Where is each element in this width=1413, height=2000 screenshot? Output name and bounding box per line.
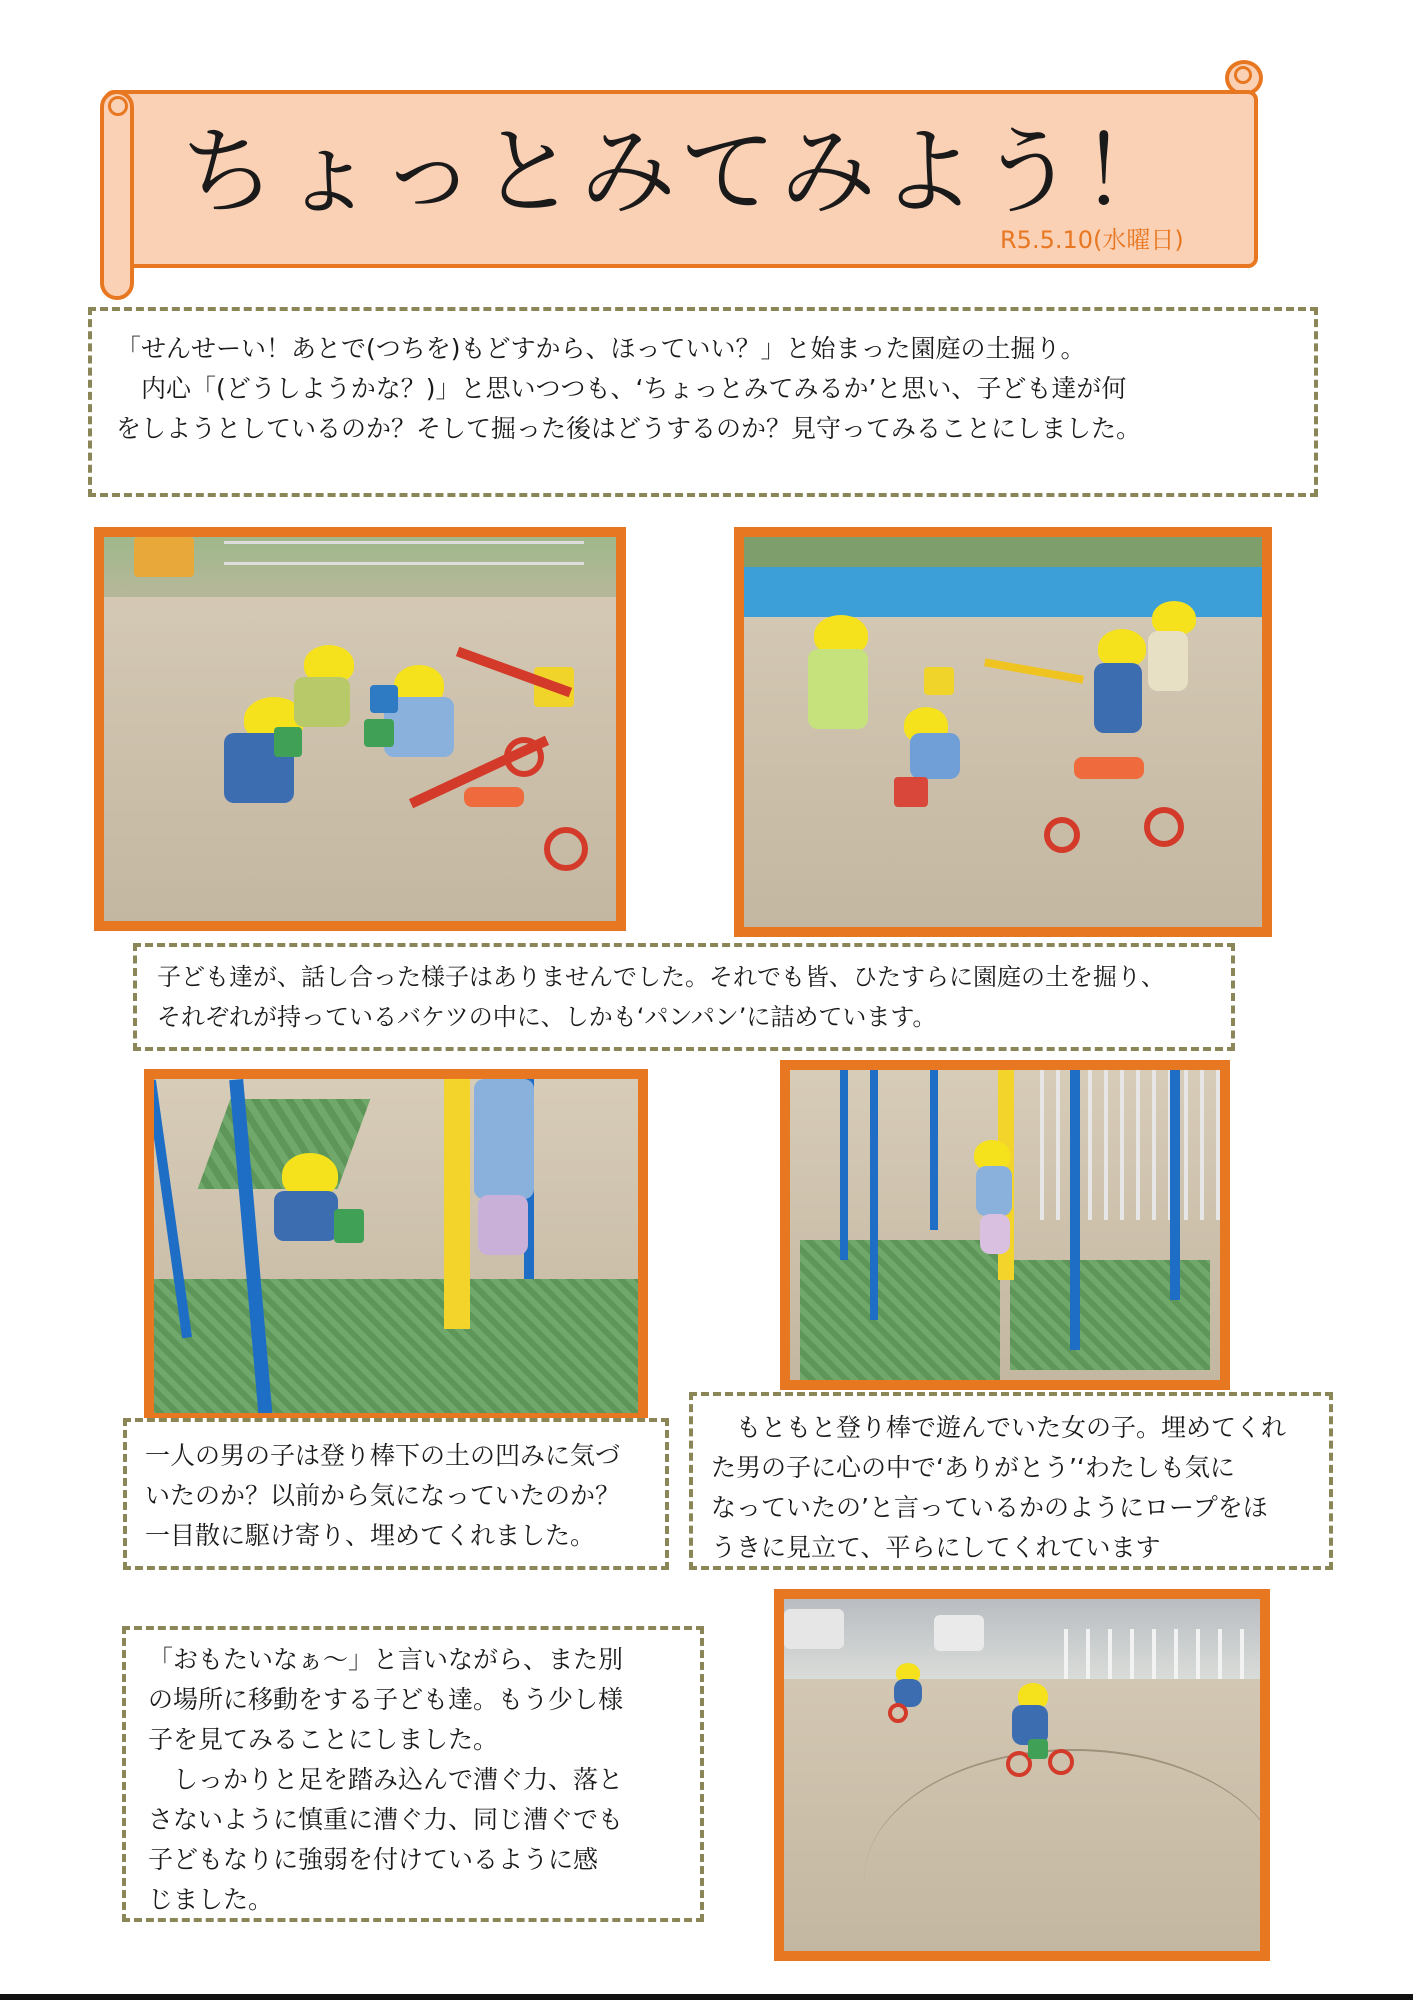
photo-boy-climbing-bars [144, 1069, 648, 1423]
child-legs [478, 1195, 528, 1255]
caption-boy-line-3: 一目散に駆け寄り、埋めてくれました。 [145, 1521, 596, 1550]
photo-girl-rope [780, 1060, 1230, 1390]
child-body [910, 733, 960, 779]
intro-box [88, 307, 1318, 497]
caption-tricycle-line-3: 子を見てみることにしました。 [148, 1725, 499, 1754]
caption-tricycle-line-2: の場所に移動をする子ども達。もう少し様 [148, 1685, 624, 1714]
rubber-mat [800, 1240, 1000, 1380]
child-legs [980, 1214, 1010, 1254]
scroll-curl-left [100, 90, 134, 300]
tricycle-frame [984, 658, 1084, 683]
intro-line-2: 内心「(どうしようかな？)」と思いつつも、‘ちょっとみてみるか’と思い、子ども達が何 [116, 374, 1127, 403]
caption-digging-box [133, 943, 1235, 1051]
photo-kids-riding [774, 1589, 1270, 1961]
child-body [294, 677, 350, 727]
tricycle-wheel [544, 827, 588, 871]
caption-tricycle-line-4: しっかりと足を踏み込んで漕ぐ力、落と [148, 1765, 624, 1794]
child-hat [1098, 629, 1146, 667]
child-body [274, 1191, 338, 1241]
caption-boy-box [123, 1418, 669, 1570]
date-label: R5.5.10(水曜日) [1000, 226, 1184, 254]
bucket [894, 777, 928, 807]
bottom-rule [0, 1994, 1413, 2000]
child-body [1094, 663, 1142, 733]
bucket [370, 685, 398, 713]
intro-line-3: をしようとしているのか？そして掘った後はどうするのか？見守ってみることにしました。 [116, 414, 1142, 443]
tricycle-seat [1074, 757, 1144, 779]
rubber-mat [154, 1279, 638, 1419]
caption-tricycle-box [122, 1626, 704, 1922]
climbing-pole [870, 1070, 878, 1320]
tricycle-wheel [888, 1703, 908, 1723]
caption-tricycle-line-7: じました。 [148, 1885, 274, 1914]
climbing-pole [840, 1070, 848, 1260]
caption-tricycle-line-1: 「おもたいなぁ～」と言いながら、また別 [148, 1645, 624, 1674]
bucket [364, 719, 394, 747]
bucket [1028, 1739, 1048, 1759]
bucket [924, 667, 954, 695]
child-hat [1152, 601, 1196, 635]
photo-wheel-tracks [864, 1749, 1270, 1961]
child-body [1148, 631, 1188, 691]
climbing-pole [1170, 1070, 1180, 1300]
caption-girl-line-3: なっていたの’と言っているかのようにロープをほ [711, 1493, 1268, 1522]
bucket [274, 727, 302, 757]
caption-girl-line-4: うきに見立て、平らにしてくれています [711, 1533, 1161, 1562]
child-body [976, 1166, 1012, 1216]
scroll-curl-right-cap [1234, 66, 1252, 84]
caption-boy-line-2: いたのか？以前から気になっていたのか？ [145, 1481, 621, 1510]
photo-cart [134, 537, 194, 577]
photo-parked-car [784, 1609, 844, 1649]
caption-tricycle-line-6: 子どもなりに強弱を付けているように感 [148, 1845, 599, 1874]
bucket [334, 1209, 364, 1243]
climbing-pole [444, 1079, 470, 1329]
scroll-curl-left-cap [108, 96, 128, 116]
rubber-mat [1010, 1260, 1210, 1370]
tricycle-seat [464, 787, 524, 807]
caption-girl-line-2: た男の子に心の中で‘ありがとう’‘わたしも気に [711, 1453, 1235, 1482]
caption-boy-line-1: 一人の男の子は登り棒下の土の凹みに気づ [145, 1441, 621, 1470]
photo-kids-digging [94, 527, 626, 931]
photo-fence [224, 541, 584, 565]
page-title: ちょっとみてみよう！ [180, 116, 1180, 228]
caption-girl-box [689, 1392, 1333, 1570]
tricycle-wheel [1144, 807, 1184, 847]
child-body [808, 649, 868, 729]
photo-tree-line [744, 537, 1262, 567]
climbing-pole [1070, 1070, 1080, 1350]
intro-line-1: 「せんせーい！あとで(つちを)もどすから、ほっていい？」と始まった園庭の土掘り。 [116, 334, 1086, 363]
caption-digging-line-2: それぞれが持っているバケツの中に、しかも‘パンパン’に詰めています。 [157, 1003, 937, 1031]
caption-digging-line-1: 子ども達が、話し合った様子はありませんでした。それでも皆、ひたすらに園庭の土を掘り、 [157, 963, 1165, 991]
child-body [474, 1079, 534, 1199]
fence [1064, 1629, 1254, 1679]
climbing-pole [930, 1070, 938, 1230]
caption-tricycle-line-5: さないように慎重に漕ぐ力、同じ漕ぐでも [148, 1805, 624, 1834]
photo-kids-group [734, 527, 1272, 937]
photo-parked-car [934, 1615, 984, 1651]
fence [1040, 1070, 1220, 1220]
tricycle-wheel [1048, 1749, 1074, 1775]
tricycle-wheel [1044, 817, 1080, 853]
caption-girl-line-1: もともと登り棒で遊んでいた女の子。埋めてくれ [711, 1413, 1287, 1442]
